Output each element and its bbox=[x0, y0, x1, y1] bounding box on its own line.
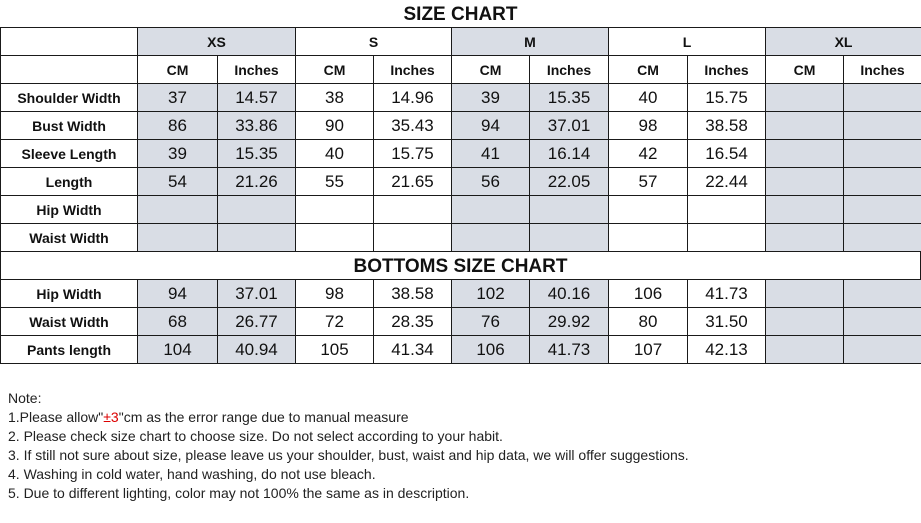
size-header: S bbox=[296, 28, 452, 56]
measurement-value: 37.01 bbox=[218, 280, 296, 308]
note-line-4: 4. Washing in cold water, hand washing, do not use bleach. bbox=[8, 466, 376, 482]
measurement-value: 42 bbox=[609, 140, 688, 168]
measurement-value bbox=[138, 196, 218, 224]
unit-header: CM bbox=[766, 56, 844, 84]
measurement-value bbox=[844, 168, 921, 196]
table-row bbox=[1, 336, 921, 364]
measurement-value: 72 bbox=[296, 308, 374, 336]
measurement-value: 54 bbox=[138, 168, 218, 196]
measurement-value bbox=[766, 84, 844, 112]
corner-cell bbox=[1, 56, 138, 84]
measurement-value: 40 bbox=[296, 140, 374, 168]
measurement-value: 21.65 bbox=[374, 168, 452, 196]
table-row bbox=[1, 168, 921, 196]
measurement-value: 106 bbox=[609, 280, 688, 308]
measurement-value: 40 bbox=[609, 84, 688, 112]
bottoms-size-chart-title: BOTTOMS SIZE CHART bbox=[0, 252, 921, 279]
measurement-value bbox=[844, 112, 921, 140]
size-header: XS bbox=[138, 28, 296, 56]
measurement-value: 15.75 bbox=[688, 84, 766, 112]
measurement-value: 94 bbox=[452, 112, 530, 140]
measurement-value bbox=[766, 336, 844, 364]
measurement-value bbox=[844, 84, 921, 112]
measurement-label: Shoulder Width bbox=[1, 84, 138, 112]
measurement-value bbox=[688, 196, 766, 224]
tops-size-table bbox=[0, 27, 921, 252]
measurement-value: 41.73 bbox=[688, 280, 766, 308]
measurement-value: 40.94 bbox=[218, 336, 296, 364]
measurement-value: 28.35 bbox=[374, 308, 452, 336]
measurement-value: 56 bbox=[452, 168, 530, 196]
note-1-tolerance: ±3 bbox=[103, 409, 119, 425]
measurement-value bbox=[766, 224, 844, 252]
measurement-value: 31.50 bbox=[688, 308, 766, 336]
measurement-value bbox=[766, 280, 844, 308]
measurement-value: 16.54 bbox=[688, 140, 766, 168]
measurement-value: 90 bbox=[296, 112, 374, 140]
measurement-value: 41 bbox=[452, 140, 530, 168]
measurement-value: 105 bbox=[296, 336, 374, 364]
unit-header-row bbox=[1, 56, 921, 84]
corner-cell bbox=[1, 28, 138, 56]
measurement-value: 76 bbox=[452, 308, 530, 336]
measurement-label: Bust Width bbox=[1, 112, 138, 140]
measurement-value: 86 bbox=[138, 112, 218, 140]
note-line-2: 2. Please check size chart to choose size. Do not select according to your habit. bbox=[8, 428, 503, 444]
unit-header: Inches bbox=[218, 56, 296, 84]
measurement-value bbox=[452, 224, 530, 252]
measurement-value: 39 bbox=[138, 140, 218, 168]
table-row bbox=[1, 84, 921, 112]
measurement-value bbox=[844, 196, 921, 224]
measurement-value: 22.44 bbox=[688, 168, 766, 196]
measurement-value: 41.73 bbox=[530, 336, 609, 364]
table-row bbox=[1, 308, 921, 336]
notes-heading: Note: bbox=[8, 390, 42, 406]
measurement-value: 40.16 bbox=[530, 280, 609, 308]
measurement-value: 37 bbox=[138, 84, 218, 112]
measurement-value bbox=[609, 224, 688, 252]
table-row bbox=[1, 280, 921, 308]
unit-header: Inches bbox=[844, 56, 921, 84]
unit-header: CM bbox=[138, 56, 218, 84]
measurement-label: Hip Width bbox=[1, 196, 138, 224]
note-line-3: 3. If still not sure about size, please leave us your shoulder, bust, waist and hip data, we will offer suggestions. bbox=[8, 447, 689, 463]
measurement-value bbox=[609, 196, 688, 224]
measurement-value bbox=[688, 224, 766, 252]
measurement-value: 98 bbox=[296, 280, 374, 308]
measurement-value: 33.86 bbox=[218, 112, 296, 140]
measurement-value: 35.43 bbox=[374, 112, 452, 140]
bottoms-size-table bbox=[0, 279, 921, 364]
notes-section bbox=[8, 389, 689, 503]
measurement-value: 107 bbox=[609, 336, 688, 364]
measurement-value bbox=[766, 168, 844, 196]
measurement-value: 42.13 bbox=[688, 336, 766, 364]
measurement-value bbox=[844, 336, 921, 364]
measurement-value bbox=[374, 196, 452, 224]
measurement-value: 98 bbox=[609, 112, 688, 140]
measurement-label: Sleeve Length bbox=[1, 140, 138, 168]
measurement-label: Length bbox=[1, 168, 138, 196]
measurement-value bbox=[530, 224, 609, 252]
measurement-value: 102 bbox=[452, 280, 530, 308]
measurement-value bbox=[374, 224, 452, 252]
measurement-value: 106 bbox=[452, 336, 530, 364]
measurement-value: 39 bbox=[452, 84, 530, 112]
measurement-value bbox=[844, 308, 921, 336]
measurement-value bbox=[296, 224, 374, 252]
measurement-value: 104 bbox=[138, 336, 218, 364]
measurement-value bbox=[296, 196, 374, 224]
table-row bbox=[1, 224, 921, 252]
unit-header: Inches bbox=[374, 56, 452, 84]
unit-header: Inches bbox=[530, 56, 609, 84]
measurement-value: 38.58 bbox=[688, 112, 766, 140]
measurement-value: 15.35 bbox=[530, 84, 609, 112]
measurement-label: Hip Width bbox=[1, 280, 138, 308]
table-row bbox=[1, 140, 921, 168]
measurement-value bbox=[766, 308, 844, 336]
size-header: M bbox=[452, 28, 609, 56]
measurement-value: 68 bbox=[138, 308, 218, 336]
measurement-value: 22.05 bbox=[530, 168, 609, 196]
measurement-value bbox=[766, 112, 844, 140]
measurement-value: 16.14 bbox=[530, 140, 609, 168]
measurement-value: 80 bbox=[609, 308, 688, 336]
measurement-value bbox=[138, 224, 218, 252]
measurement-value bbox=[766, 196, 844, 224]
measurement-value bbox=[530, 196, 609, 224]
note-1-text-start: 1.Please allow" bbox=[8, 409, 104, 425]
measurement-value: 21.26 bbox=[218, 168, 296, 196]
measurement-value bbox=[844, 280, 921, 308]
size-header-row bbox=[1, 28, 921, 56]
measurement-label: Waist Width bbox=[1, 224, 138, 252]
measurement-value: 38.58 bbox=[374, 280, 452, 308]
measurement-value: 55 bbox=[296, 168, 374, 196]
unit-header: CM bbox=[296, 56, 374, 84]
size-header: XL bbox=[766, 28, 921, 56]
table-row bbox=[1, 112, 921, 140]
measurement-value bbox=[218, 196, 296, 224]
measurement-value: 15.35 bbox=[218, 140, 296, 168]
measurement-value: 37.01 bbox=[530, 112, 609, 140]
measurement-value: 15.75 bbox=[374, 140, 452, 168]
measurement-value bbox=[766, 140, 844, 168]
measurement-value: 14.57 bbox=[218, 84, 296, 112]
unit-header: CM bbox=[452, 56, 530, 84]
measurement-value: 57 bbox=[609, 168, 688, 196]
unit-header: Inches bbox=[688, 56, 766, 84]
measurement-value: 38 bbox=[296, 84, 374, 112]
size-chart-title: SIZE CHART bbox=[403, 4, 518, 25]
measurement-value bbox=[452, 196, 530, 224]
note-1-text-end: "cm as the error range due to manual measure bbox=[118, 409, 409, 425]
measurement-value bbox=[218, 224, 296, 252]
measurement-value: 26.77 bbox=[218, 308, 296, 336]
measurement-label: Waist Width bbox=[1, 308, 138, 336]
size-header: L bbox=[609, 28, 766, 56]
measurement-value: 14.96 bbox=[374, 84, 452, 112]
note-line-5: 5. Due to different lighting, color may not 100% the same as in description. bbox=[8, 485, 470, 501]
measurement-value bbox=[844, 224, 921, 252]
measurement-value bbox=[844, 140, 921, 168]
table-row bbox=[1, 196, 921, 224]
note-line-1 bbox=[8, 408, 689, 427]
measurement-label: Pants length bbox=[1, 336, 138, 364]
measurement-value: 94 bbox=[138, 280, 218, 308]
measurement-value: 41.34 bbox=[374, 336, 452, 364]
measurement-value: 29.92 bbox=[530, 308, 609, 336]
unit-header: CM bbox=[609, 56, 688, 84]
